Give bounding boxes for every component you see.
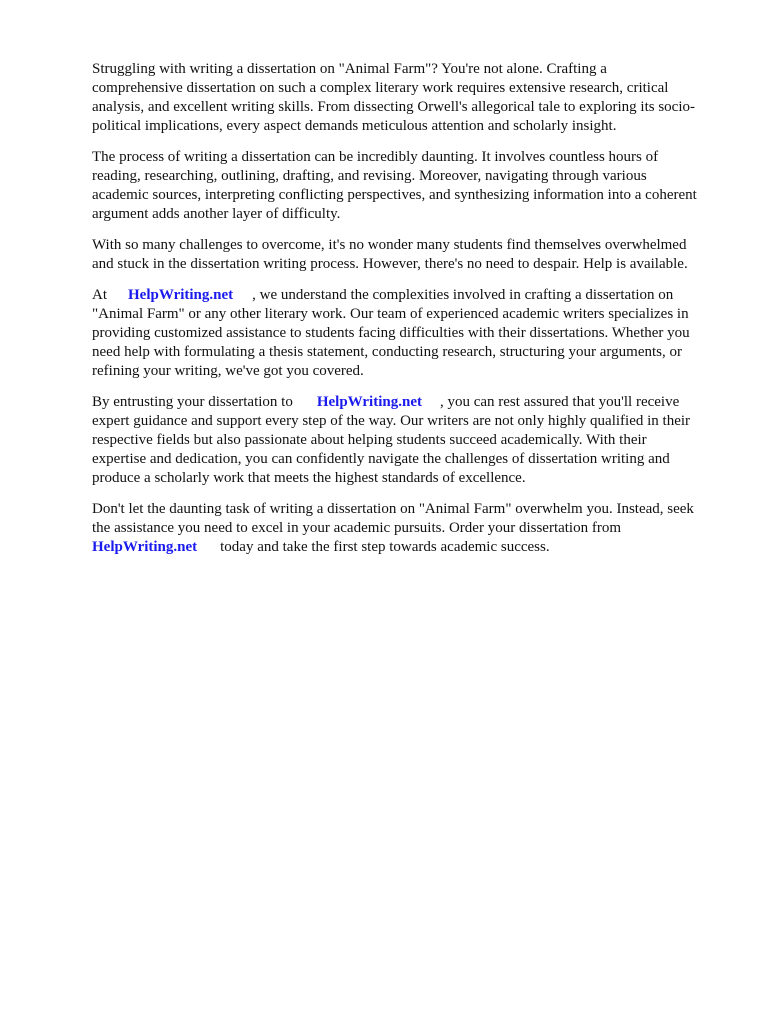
text-line	[92, 286, 722, 305]
paragraph-entrusting	[92, 393, 722, 488]
paragraph-service	[92, 286, 722, 381]
text-line: providing customized assistance to students facing difficulties with their dissertations. Whether you	[92, 325, 690, 341]
helpwriting-link[interactable]: HelpWriting.net	[316, 394, 422, 410]
text-line: refining your writing, we've got you covered.	[92, 363, 364, 379]
text-line: The process of writing a dissertation can be incredibly daunting. It involves countless hours of	[92, 149, 659, 165]
text-line: "Animal Farm" or any other literary work. Our team of experienced academic writers specializes in	[92, 306, 689, 322]
text-line: With so many challenges to overcome, it's no wonder many students find themselves overwhelmed	[92, 237, 687, 253]
text-line: produce a scholarly work that meets the highest standards of excellence.	[92, 470, 526, 486]
text-segment: , we understand the complexities involved in crafting a dissertation on	[252, 287, 674, 303]
text-line: argument adds another layer of difficulty.	[92, 206, 341, 222]
paragraph-closing	[92, 500, 722, 557]
text-line: political implications, every aspect demands meticulous attention and scholarly insight.	[92, 118, 617, 134]
text-line: academic sources, interpreting conflicting perspectives, and synthesizing information into a coherent	[92, 187, 697, 203]
paragraph-challenges	[92, 236, 722, 274]
text-line: Don't let the daunting task of writing a dissertation on "Animal Farm" overwhelm you. Instead, seek	[92, 501, 694, 517]
paragraph-process	[92, 148, 722, 224]
helpwriting-link[interactable]: HelpWriting.net	[92, 539, 198, 555]
text-line: respective fields but also passionate about helping students succeed academically. With their	[92, 432, 647, 448]
text-line: need help with formulating a thesis statement, conducting research, structuring your arguments, or	[92, 344, 682, 360]
text-segment: , you can rest assured that you'll receive	[439, 394, 680, 410]
text-line	[92, 538, 722, 557]
paragraph-intro	[92, 60, 722, 136]
text-line: Struggling with writing a dissertation on "Animal Farm"? You're not alone. Crafting a	[92, 61, 607, 77]
text-line: and stuck in the dissertation writing process. However, there's no need to despair. Help is available.	[92, 256, 688, 272]
text-line	[92, 393, 722, 412]
text-line: expert guidance and support every step of the way. Our writers are not only highly qualified in their	[92, 413, 691, 429]
text-line: analysis, and excellent writing skills. From dissecting Orwell's allegorical tale to exploring its socio-	[92, 99, 695, 115]
document-body	[92, 60, 722, 569]
text-line: the assistance you need to excel in your academic pursuits. Order your dissertation from	[92, 520, 622, 536]
text-segment: By entrusting your dissertation to	[92, 394, 293, 410]
helpwriting-link[interactable]: HelpWriting.net	[128, 287, 234, 303]
text-line: reading, researching, outlining, drafting, and revising. Moreover, navigating through various	[92, 168, 647, 184]
text-segment: At	[92, 287, 107, 303]
text-segment: today and take the first step towards academic success.	[220, 539, 550, 555]
text-line: expertise and dedication, you can confidently navigate the challenges of dissertation writing and	[92, 451, 670, 467]
text-line: comprehensive dissertation on such a complex literary work requires extensive research, critical	[92, 80, 669, 96]
